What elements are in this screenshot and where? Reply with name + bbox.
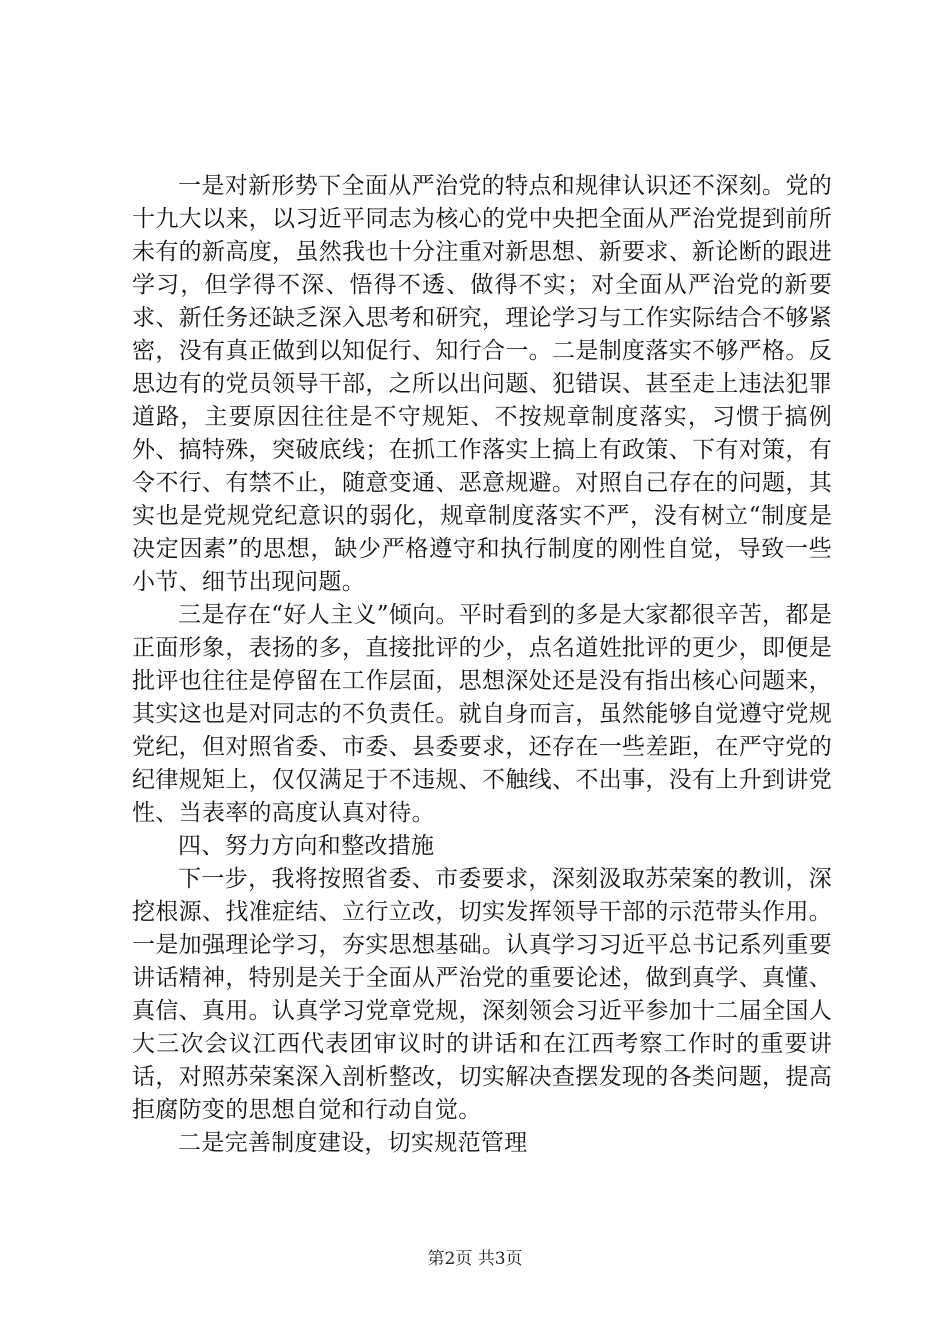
- paragraph: 三是存在“好人主义”倾向。平时看到的多是大家都很辛苦，都是正面形象，表扬的多，直接批评的少，点名道姓批评的更少，即便是批评也往往是停留在工作层面，思想深处还是没有指出核心问题来，其实这也是对同志的不负责任。就自身而言，虽然能够自觉遵守党规党纪，但对照省委、市委、县委要求，还存在一些差距，在严守党的纪律规矩上，仅仅满足于不违规、不触线、不出事，没有上升到讲党性、当表率的高度认真对待。: [132, 602, 832, 826]
- paragraph: 下一步，我将按照省委、市委要求，深刻汲取苏荣案的教训，深挖根源、找准症结、立行立改，切实发挥领导干部的示范带头作用。一是加强理论学习，夯实思想基础。认真学习习近平总书记系列重要讲话精神，特别是关于全面从严治党的重要论述，做到真学、真懂、真信、真用。认真学习党章党规，深刻领会习近平参加十二届全国人大三次会议江西代表团审议时的讲话和在江西考察工作时的重要讲话，对照苏荣案深入剖析整改，切实解决查摆发现的各类问题，提高拒腐防变的思想自觉和行动自觉。: [132, 866, 832, 1123]
- document-body: [132, 170, 832, 1160]
- paragraph: 二是完善制度建设，切实规范管理: [178, 1130, 528, 1156]
- page-number: 第2页 共3页: [427, 1249, 523, 1269]
- paragraph: 一是对新形势下全面从严治党的特点和规律认识还不深刻。党的十九大以来，以习近平同志为核心的党中央把全面从严治党提到前所未有的新高度，虽然我也十分注重对新思想、新要求、新论断的跟进学习，但学得不深、悟得不透、做得不实；对全面从严治党的新要求、新任务还缺乏深入思考和研究，理论学习与工作实际结合不够紧密，没有真正做到以知促行、知行合一。二是制度落实不够严格。反思边有的党员领导干部，之所以出问题、犯错误、甚至走上违法犯罪道路，主要原因往往是不守规矩、不按规章制度落实，习惯于搞例外、搞特殊，突破底线；在抓工作落实上搞上有政策、下有对策，有令不行、有禁不止，随意变通、恶意规避。对照自己存在的问题，其实也是党规党纪意识的弱化，规章制度落实不严，没有树立“制度是决定因素”的思想，缺少严格遵守和执行制度的刚性自觉，导致一些小节、细节出现问题。: [132, 173, 832, 595]
- section-heading: 四、努力方向和整改措施: [178, 833, 435, 859]
